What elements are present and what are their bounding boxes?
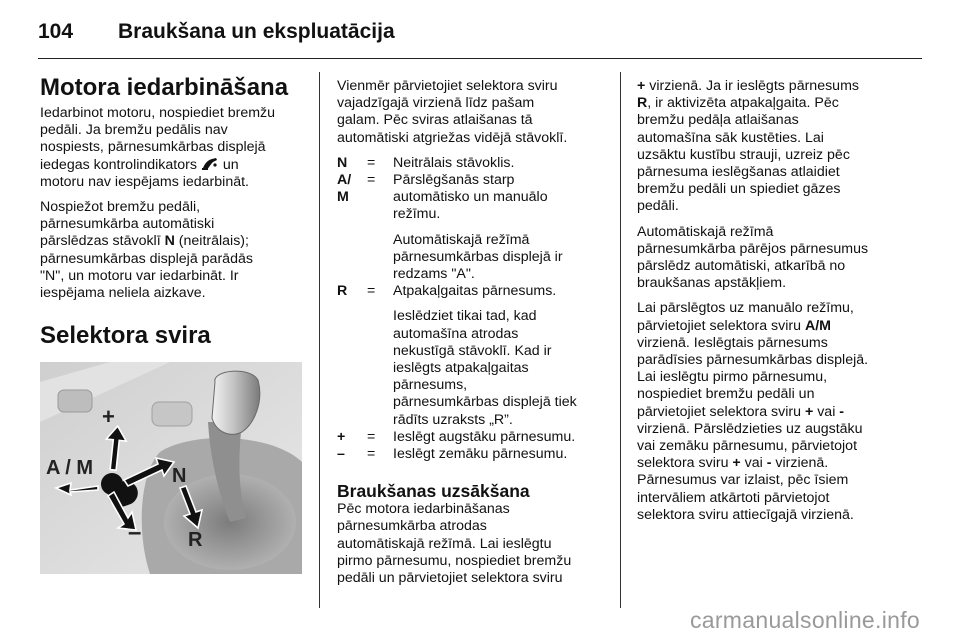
column-2 bbox=[337, 74, 607, 595]
text-line: pedāli. Ja bremžu pedālis nav bbox=[40, 122, 228, 139]
text-line: rādīts uzraksts „R”. bbox=[393, 411, 513, 428]
paragraph-engine-start-2 bbox=[40, 199, 312, 302]
text-line: motoru nav iespējams iedarbināt. bbox=[40, 173, 249, 190]
position-term bbox=[337, 155, 367, 172]
label-n: N bbox=[172, 465, 187, 488]
text-line: M bbox=[337, 189, 349, 206]
text-fragment: iedegas kontrolindikators bbox=[40, 156, 201, 173]
text-line: vai zemāku pārnesumu, pārvietojot bbox=[637, 438, 858, 455]
position-description bbox=[393, 446, 607, 463]
page-number: 104 bbox=[38, 20, 74, 43]
text-fragment: pārslēdzas stāvoklī bbox=[40, 233, 165, 250]
text-fragment: virzienā. bbox=[771, 455, 829, 472]
section-heading-engine-start: Motora iedarbināšana bbox=[40, 74, 289, 101]
text-fragment: , ir aktivizēta atpakaļgaita. Pēc bbox=[647, 95, 839, 112]
text-line: iespējama neliela aizkave. bbox=[40, 285, 206, 302]
text-line bbox=[40, 233, 312, 250]
text-line: N bbox=[337, 154, 348, 171]
text-line: režīmu. bbox=[393, 206, 441, 223]
section-heading-selector-lever: Selektora svira bbox=[40, 322, 211, 350]
text-line bbox=[637, 455, 917, 472]
text-line: Pēc motora iedarbināšanas bbox=[337, 501, 510, 518]
label-minus: – bbox=[128, 519, 142, 547]
text-fragment: vai bbox=[740, 455, 767, 472]
text-line: pedāli un pārvietojiet selektora sviru bbox=[337, 570, 563, 587]
text-line: Ieslēgt zemāku pārnesumu. bbox=[393, 446, 568, 463]
text-line: pārnesumkārba pārējos pārnesumus bbox=[637, 240, 869, 257]
text-line: selektora sviru attiecīgajā virzienā. bbox=[637, 506, 854, 523]
text-line: vajadzīgajā virzienā līdz pašam bbox=[337, 95, 535, 112]
bold-term: R bbox=[637, 95, 648, 112]
text-line: Automātiskajā režīmā bbox=[393, 231, 530, 248]
position-description bbox=[393, 172, 607, 283]
column-3 bbox=[637, 74, 917, 532]
gear-positions-list bbox=[337, 155, 607, 463]
paragraph-lever-return bbox=[337, 78, 607, 147]
text-line: "N", un motoru var iedarbināt. Ir bbox=[40, 267, 239, 284]
text-line: redzams "A". bbox=[393, 266, 475, 283]
equals-sign: = bbox=[367, 172, 376, 189]
header-rule bbox=[38, 58, 922, 59]
text-line bbox=[637, 404, 917, 421]
position-description bbox=[393, 155, 607, 172]
text-line: + bbox=[337, 428, 346, 445]
list-item bbox=[337, 172, 607, 283]
text-line: nospiests, pārnesumkārbas displejā bbox=[40, 139, 266, 156]
text-line: Atpakaļgaitas pārnesums. bbox=[393, 283, 557, 300]
text-line bbox=[40, 157, 312, 174]
text-line: Automātiskajā režīmā bbox=[637, 223, 774, 240]
column-divider-1 bbox=[319, 72, 320, 608]
position-term bbox=[337, 446, 367, 463]
equals-sign: = bbox=[367, 428, 376, 445]
list-item bbox=[337, 446, 607, 463]
text-fragment: pārvietojiet selektora sviru bbox=[637, 403, 805, 420]
text-line: pārnesumkārba atrodas bbox=[337, 518, 487, 535]
brake-foot-indicator-icon bbox=[201, 157, 219, 171]
paragraph-engine-start-1 bbox=[40, 105, 312, 191]
selector-lever-illustration bbox=[40, 362, 302, 574]
page-title: Braukšana un ekspluatācija bbox=[118, 20, 395, 43]
paragraph-starting-off bbox=[337, 501, 607, 587]
column-divider-2 bbox=[620, 72, 621, 608]
text-line: pārnesumkārba automātiski bbox=[40, 216, 215, 233]
text-line: automašīna sāk kustēties. Lai bbox=[637, 129, 824, 146]
text-line: Ieslēdziet tikai tad, kad bbox=[393, 308, 537, 325]
text-line: pārnesuma ieslēgšanas atlaidiet bbox=[637, 164, 840, 181]
text-line: A/ bbox=[337, 172, 352, 189]
paragraph-automatic-mode bbox=[637, 224, 917, 293]
text-line: Pārnesumus var izlaist, pēc īsiem bbox=[637, 472, 849, 489]
position-term bbox=[337, 429, 367, 446]
text-line: nekustīgā stāvoklī. Kad ir bbox=[393, 342, 552, 359]
text-line: virzienā. Ieslēgtais pārnesums bbox=[637, 334, 828, 351]
bold-term: + bbox=[804, 403, 814, 420]
list-item bbox=[337, 283, 607, 429]
bold-term: - bbox=[766, 455, 772, 472]
text-line: automātiski atgriežas vidējā stāvoklī. bbox=[337, 129, 568, 146]
text-line: galam. Pēc sviras atlaišanas tā bbox=[337, 112, 533, 129]
text-fragment: (neitrālais); bbox=[174, 233, 249, 250]
sub-paragraph bbox=[393, 232, 607, 284]
text-fragment: un bbox=[218, 156, 239, 173]
text-line: ieslēgts atpakaļgaitas bbox=[393, 360, 529, 377]
text-line: Vienmēr pārvietojiet selektora sviru bbox=[337, 78, 558, 94]
paragraph-continue-start bbox=[637, 78, 917, 216]
text-line: Lai ieslēgtu pirmo pārnesumu, bbox=[637, 369, 828, 386]
text-fragment: virzienā. Ja ir ieslēgts pārnesums bbox=[645, 78, 859, 94]
text-line: parādīsies pārnesumkārbas displejā. bbox=[637, 352, 869, 369]
equals-sign: = bbox=[367, 283, 376, 300]
text-line: Nospiežot bremžu pedāli, bbox=[40, 199, 201, 216]
text-line: bremžu pedāļa atlaišanas bbox=[637, 112, 799, 129]
text-line: automātisko un manuālo bbox=[393, 189, 548, 206]
text-line: R bbox=[337, 283, 348, 300]
label-am: A / M bbox=[46, 457, 94, 480]
watermark: carmanualsonline.info bbox=[689, 607, 920, 633]
subheading-starting-off: Braukšanas uzsākšana bbox=[337, 481, 530, 502]
text-line: pirmo pārnesumu, nospiediet bremžu bbox=[337, 552, 572, 569]
text-line bbox=[637, 318, 917, 335]
label-plus: + bbox=[102, 404, 115, 430]
text-fragment: vai bbox=[813, 403, 840, 420]
position-description bbox=[393, 283, 607, 429]
text-line: bremžu pedāli un spiediet gāzes bbox=[637, 181, 841, 198]
text-line: Neitrālais stāvoklis. bbox=[393, 154, 515, 171]
position-term bbox=[337, 283, 367, 429]
list-item bbox=[337, 155, 607, 172]
text-line: virzienā. Pārslēdzieties uz augstāku bbox=[637, 420, 863, 437]
text-line: intervāliem atkārtoti pārvietojot bbox=[637, 489, 830, 506]
text-line bbox=[637, 78, 917, 95]
text-line: pedāli. bbox=[637, 198, 679, 215]
text-line: Lai pārslēgtos uz manuālo režīmu, bbox=[637, 300, 854, 317]
text-line: Pārslēgšanās starp bbox=[393, 172, 515, 189]
text-line: – bbox=[337, 446, 345, 463]
text-line: automašīna atrodas bbox=[393, 325, 519, 342]
text-line: uzsāktu kustību strauji, uzreiz pēc bbox=[637, 146, 850, 163]
text-line: pārnesumkārbas displejā tiek bbox=[393, 394, 577, 411]
text-line bbox=[637, 95, 917, 112]
bold-term: A/M bbox=[804, 317, 831, 334]
text-line: automātiskajā režīmā. Lai ieslēgtu bbox=[337, 535, 552, 552]
text-line: pārnesums, bbox=[393, 377, 468, 394]
text-fragment: pārvietojiet selektora sviru bbox=[637, 317, 805, 334]
text-line: pārnesumkārbas displejā ir bbox=[393, 248, 563, 265]
position-description bbox=[393, 429, 607, 446]
text-line: Ieslēgt augstāku pārnesumu. bbox=[393, 428, 576, 445]
text-line: pārslēdz automātiski, atkarībā no bbox=[637, 258, 846, 275]
text-line: nospiediet bremžu pedāli un bbox=[637, 386, 815, 403]
paragraph-manual-mode bbox=[637, 300, 917, 524]
text-line: pārnesumkārbas displejā parādās bbox=[40, 250, 253, 267]
text-line: Iedarbinot motoru, nospiediet bremžu bbox=[40, 105, 276, 121]
equals-sign: = bbox=[367, 154, 376, 171]
column-1 bbox=[40, 74, 312, 574]
text-fragment: selektora sviru bbox=[637, 455, 733, 472]
bold-term: N bbox=[164, 233, 175, 250]
text-line: braukšanas apstākļiem. bbox=[637, 275, 787, 292]
list-item bbox=[337, 429, 607, 446]
sub-paragraph bbox=[393, 308, 607, 428]
position-term bbox=[337, 172, 367, 283]
bold-term: + bbox=[637, 78, 646, 94]
label-r: R bbox=[188, 529, 203, 552]
equals-sign: = bbox=[367, 446, 376, 463]
bold-term: + bbox=[732, 455, 741, 472]
bold-term: - bbox=[839, 403, 845, 420]
